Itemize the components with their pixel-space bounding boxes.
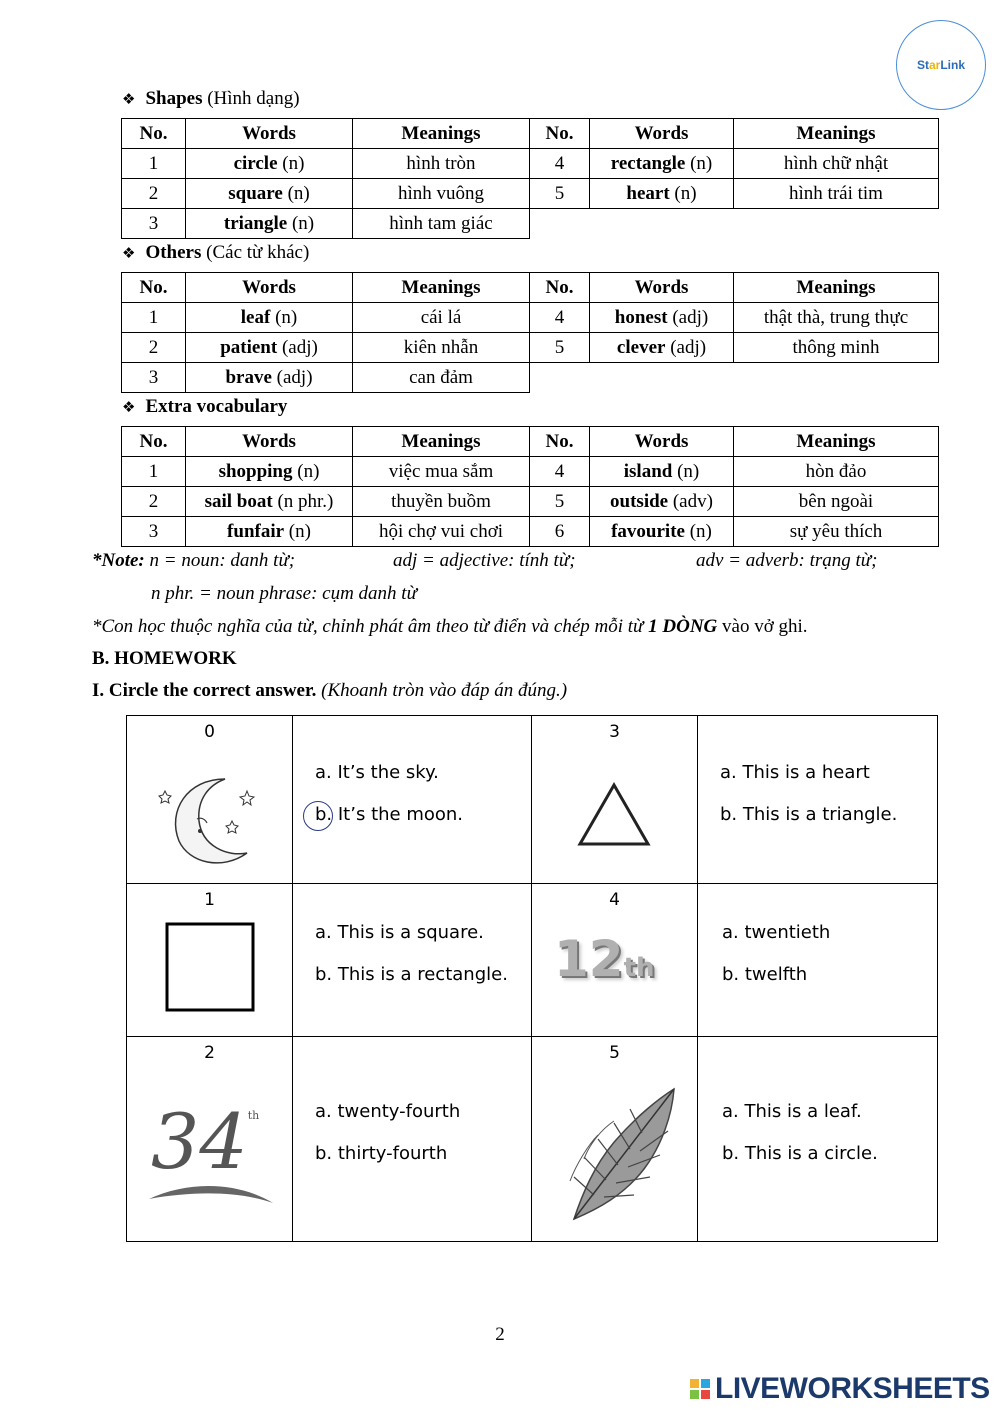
part-of-speech: (adj) <box>277 336 318 358</box>
answer-options <box>293 884 531 996</box>
starlink-logo <box>896 20 986 110</box>
cell-no: 4 <box>530 303 590 333</box>
option-b[interactable] <box>315 794 531 836</box>
options-cell <box>698 1037 938 1242</box>
item-number: 2 <box>204 1043 215 1063</box>
picture-cell <box>532 716 698 884</box>
cell-word <box>186 333 353 363</box>
part-of-speech: (n) <box>284 520 311 542</box>
answer-options <box>698 1037 937 1175</box>
table-row <box>122 457 939 487</box>
part-of-speech: (n) <box>277 152 305 174</box>
header-no: No. <box>530 273 590 303</box>
cell-no: 2 <box>122 179 186 209</box>
table-row <box>122 179 939 209</box>
word: triangle <box>223 212 288 234</box>
options-cell <box>293 1037 532 1242</box>
cell-no: 1 <box>122 457 186 487</box>
table-row <box>122 209 939 239</box>
header-words: Words <box>590 427 734 457</box>
header-words: Words <box>590 273 734 303</box>
header-meanings: Meanings <box>734 119 939 149</box>
cell-no: 5 <box>530 179 590 209</box>
table-row <box>122 517 939 547</box>
logo-text-a: St <box>916 58 929 72</box>
part-of-speech: (n) <box>287 212 315 234</box>
option-a[interactable]: a. This is a square. <box>315 922 484 943</box>
header-no: No. <box>122 427 186 457</box>
page-number: 2 <box>495 1324 505 1345</box>
part-of-speech: (n) <box>282 182 310 204</box>
option-a[interactable]: a. twenty-fourth <box>315 1101 461 1122</box>
table-header-row <box>122 427 939 457</box>
table-header-row <box>122 273 939 303</box>
task-text-vi: (Khoanh tròn vào đáp án đúng.) <box>321 680 568 701</box>
answer-options <box>293 716 531 836</box>
section-subtitle: (Các từ khác) <box>206 242 310 263</box>
item-number: 5 <box>609 1043 620 1063</box>
empty-cell <box>530 363 939 393</box>
cell-no: 3 <box>122 209 186 239</box>
table-header-row <box>122 119 939 149</box>
logo-text-star: ar <box>928 58 941 72</box>
item-number: 0 <box>204 722 215 742</box>
part-of-speech: (adj) <box>667 306 709 328</box>
header-no: No. <box>530 119 590 149</box>
header-words: Words <box>186 427 353 457</box>
part-of-speech: (n) <box>685 152 713 174</box>
exercise-row <box>127 1037 938 1242</box>
cell-meaning: hình tròn <box>353 149 530 179</box>
task-instruction <box>92 680 567 702</box>
header-no: No. <box>530 427 590 457</box>
part-of-speech: (n phr.) <box>272 490 334 512</box>
word: patient <box>220 336 278 358</box>
cell-word <box>590 487 734 517</box>
cell-word <box>186 487 353 517</box>
study-text-end: vào vở ghi. <box>717 616 808 637</box>
diamond-bullet-icon: ❖ <box>122 398 136 416</box>
extra-vocabulary-table <box>121 426 939 547</box>
picture-cell <box>532 1037 698 1242</box>
table-row <box>122 363 939 393</box>
part-of-speech: (n) <box>672 460 700 482</box>
picture-cell <box>127 1037 293 1242</box>
word: funfair <box>227 520 285 542</box>
header-meanings: Meanings <box>734 273 939 303</box>
cell-meaning: hòn đảo <box>734 457 939 487</box>
cell-word <box>186 209 353 239</box>
leaf-icon <box>554 1085 679 1225</box>
swoosh-decoration <box>147 1177 277 1207</box>
table-row <box>122 303 939 333</box>
options-cell <box>698 716 938 884</box>
word: square <box>228 182 283 204</box>
option-b[interactable]: b. twelfth <box>722 964 808 985</box>
note-adverb: adv = adverb: trạng từ; <box>696 550 878 571</box>
cell-no: 5 <box>530 487 590 517</box>
table-row <box>122 487 939 517</box>
exercise-row <box>127 716 938 884</box>
task-text: I. Circle the correct answer. <box>92 680 317 701</box>
option-letter: b. <box>315 804 333 825</box>
cell-meaning: thuyền buồm <box>353 487 530 517</box>
item-number: 1 <box>204 890 215 910</box>
cell-meaning: bên ngoài <box>734 487 939 517</box>
cell-word <box>590 303 734 333</box>
answer-options <box>698 884 937 996</box>
options-cell <box>293 716 532 884</box>
cell-no: 3 <box>122 517 186 547</box>
cell-word <box>186 363 353 393</box>
cell-no: 1 <box>122 149 186 179</box>
section-title: Extra vocabulary <box>145 396 288 417</box>
study-emphasis: 1 DÒNG <box>648 616 718 637</box>
header-meanings: Meanings <box>353 427 530 457</box>
word: clever <box>616 336 666 358</box>
picture-suffix: th <box>247 1109 260 1122</box>
picture-cell <box>127 884 293 1037</box>
cell-word <box>590 179 734 209</box>
item-number: 3 <box>609 722 620 742</box>
answer-options <box>293 1037 531 1175</box>
header-words: Words <box>186 273 353 303</box>
cell-meaning: sự yêu thích <box>734 517 939 547</box>
option-b[interactable]: b. This is a circle. <box>722 1143 878 1164</box>
picture-cell <box>127 716 293 884</box>
cell-meaning: hội chợ vui chơi <box>353 517 530 547</box>
options-cell <box>293 884 532 1037</box>
word: leaf <box>240 306 271 328</box>
note-label: *Note: <box>92 550 145 571</box>
diamond-bullet-icon: ❖ <box>122 244 136 262</box>
cell-word <box>186 457 353 487</box>
table-row <box>122 333 939 363</box>
square-icon <box>165 922 255 1012</box>
cell-meaning: hình tam giác <box>353 209 530 239</box>
option-a[interactable]: a. This is a heart <box>720 762 870 783</box>
option-a[interactable]: a. twentieth <box>722 922 831 943</box>
picture-suffix: th <box>623 953 655 983</box>
table-row <box>122 149 939 179</box>
cell-meaning: kiên nhẫn <box>353 333 530 363</box>
cell-word <box>186 303 353 333</box>
option-b[interactable]: b. This is a triangle. <box>720 804 898 825</box>
part-of-speech: (n) <box>270 306 298 328</box>
others-table <box>121 272 939 393</box>
section-shapes-heading <box>122 88 300 110</box>
part-of-speech: (adj) <box>665 336 707 358</box>
cell-meaning: thông minh <box>734 333 939 363</box>
item-number: 4 <box>609 890 620 910</box>
cell-word <box>186 517 353 547</box>
abbreviation-note <box>92 550 912 572</box>
cell-meaning: hình chữ nhật <box>734 149 939 179</box>
logo-text-b: Link <box>940 58 965 72</box>
section-subtitle: (Hình dạng) <box>207 88 300 109</box>
thirty-fourth-image <box>151 1097 259 1186</box>
cell-no: 6 <box>530 517 590 547</box>
answer-options <box>698 716 937 836</box>
section-extra-heading <box>122 396 287 418</box>
option-a[interactable]: a. It’s the sky. <box>315 762 439 783</box>
cell-meaning: hình trái tim <box>734 179 939 209</box>
option-b[interactable]: b. thirty-fourth <box>315 1143 448 1164</box>
triangle-icon <box>576 780 652 850</box>
cell-word <box>186 149 353 179</box>
homework-title: B. HOMEWORK <box>92 648 237 669</box>
option-a[interactable]: a. This is a leaf. <box>722 1101 862 1122</box>
cell-meaning: can đảm <box>353 363 530 393</box>
shapes-table <box>121 118 939 239</box>
word: island <box>623 460 673 482</box>
options-cell <box>698 884 938 1037</box>
word: sail boat <box>204 490 273 512</box>
section-title: Shapes <box>145 88 203 109</box>
cell-meaning: thật thà, trung thực <box>734 303 939 333</box>
header-meanings: Meanings <box>734 427 939 457</box>
study-instruction <box>92 616 808 638</box>
brand-name: LIVEWORKSHEETS <box>715 1372 990 1405</box>
cell-no: 2 <box>122 487 186 517</box>
exercise-row <box>127 884 938 1037</box>
header-meanings: Meanings <box>353 119 530 149</box>
part-of-speech: (adv) <box>668 490 713 512</box>
cell-no: 1 <box>122 303 186 333</box>
cell-no: 3 <box>122 363 186 393</box>
liveworksheets-squares-icon <box>690 1379 710 1399</box>
picture-number: 12 <box>554 930 624 988</box>
header-meanings: Meanings <box>353 273 530 303</box>
crescent-moon-icon <box>157 771 262 871</box>
header-no: No. <box>122 273 186 303</box>
cell-word <box>186 179 353 209</box>
picture-cell <box>532 884 698 1037</box>
word: favourite <box>611 520 685 542</box>
word: rectangle <box>610 152 686 174</box>
diamond-bullet-icon: ❖ <box>122 90 136 108</box>
note-adjective: adj = adjective: tính từ; <box>393 550 576 571</box>
header-words: Words <box>590 119 734 149</box>
twelfth-image <box>554 930 655 988</box>
cell-meaning: việc mua sắm <box>353 457 530 487</box>
word: outside <box>610 490 669 512</box>
header-no: No. <box>122 119 186 149</box>
cell-no: 5 <box>530 333 590 363</box>
word: honest <box>614 306 668 328</box>
study-text: *Con học thuộc nghĩa của từ, chỉnh phát âm theo từ điển và chép mỗi từ <box>92 616 649 637</box>
word: brave <box>225 366 272 388</box>
cell-word <box>590 457 734 487</box>
section-others-heading <box>122 242 309 264</box>
cell-no: 4 <box>530 149 590 179</box>
part-of-speech: (n) <box>669 182 697 204</box>
word: heart <box>626 182 670 204</box>
answer-circle-mark <box>303 801 333 831</box>
cell-word <box>590 149 734 179</box>
part-of-speech: (n) <box>292 460 320 482</box>
note-noun: n = noun: danh từ; <box>144 550 296 571</box>
picture-number: 34 <box>151 1097 248 1186</box>
cell-no: 4 <box>530 457 590 487</box>
header-words: Words <box>186 119 353 149</box>
cell-no: 2 <box>122 333 186 363</box>
word: circle <box>233 152 278 174</box>
option-b[interactable]: b. This is a rectangle. <box>315 964 508 985</box>
cell-word <box>590 517 734 547</box>
exercise-table <box>126 715 938 1242</box>
empty-cell <box>530 209 939 239</box>
part-of-speech: (n) <box>684 520 712 542</box>
cell-meaning: cái lá <box>353 303 530 333</box>
cell-word <box>590 333 734 363</box>
note-noun-phrase: n phr. = noun phrase: cụm danh từ <box>151 583 417 604</box>
part-of-speech: (adj) <box>271 366 313 388</box>
liveworksheets-logo <box>690 1372 990 1406</box>
word: shopping <box>218 460 293 482</box>
cell-meaning: hình vuông <box>353 179 530 209</box>
section-title: Others <box>145 242 202 263</box>
option-text: It’s the moon. <box>332 804 464 825</box>
